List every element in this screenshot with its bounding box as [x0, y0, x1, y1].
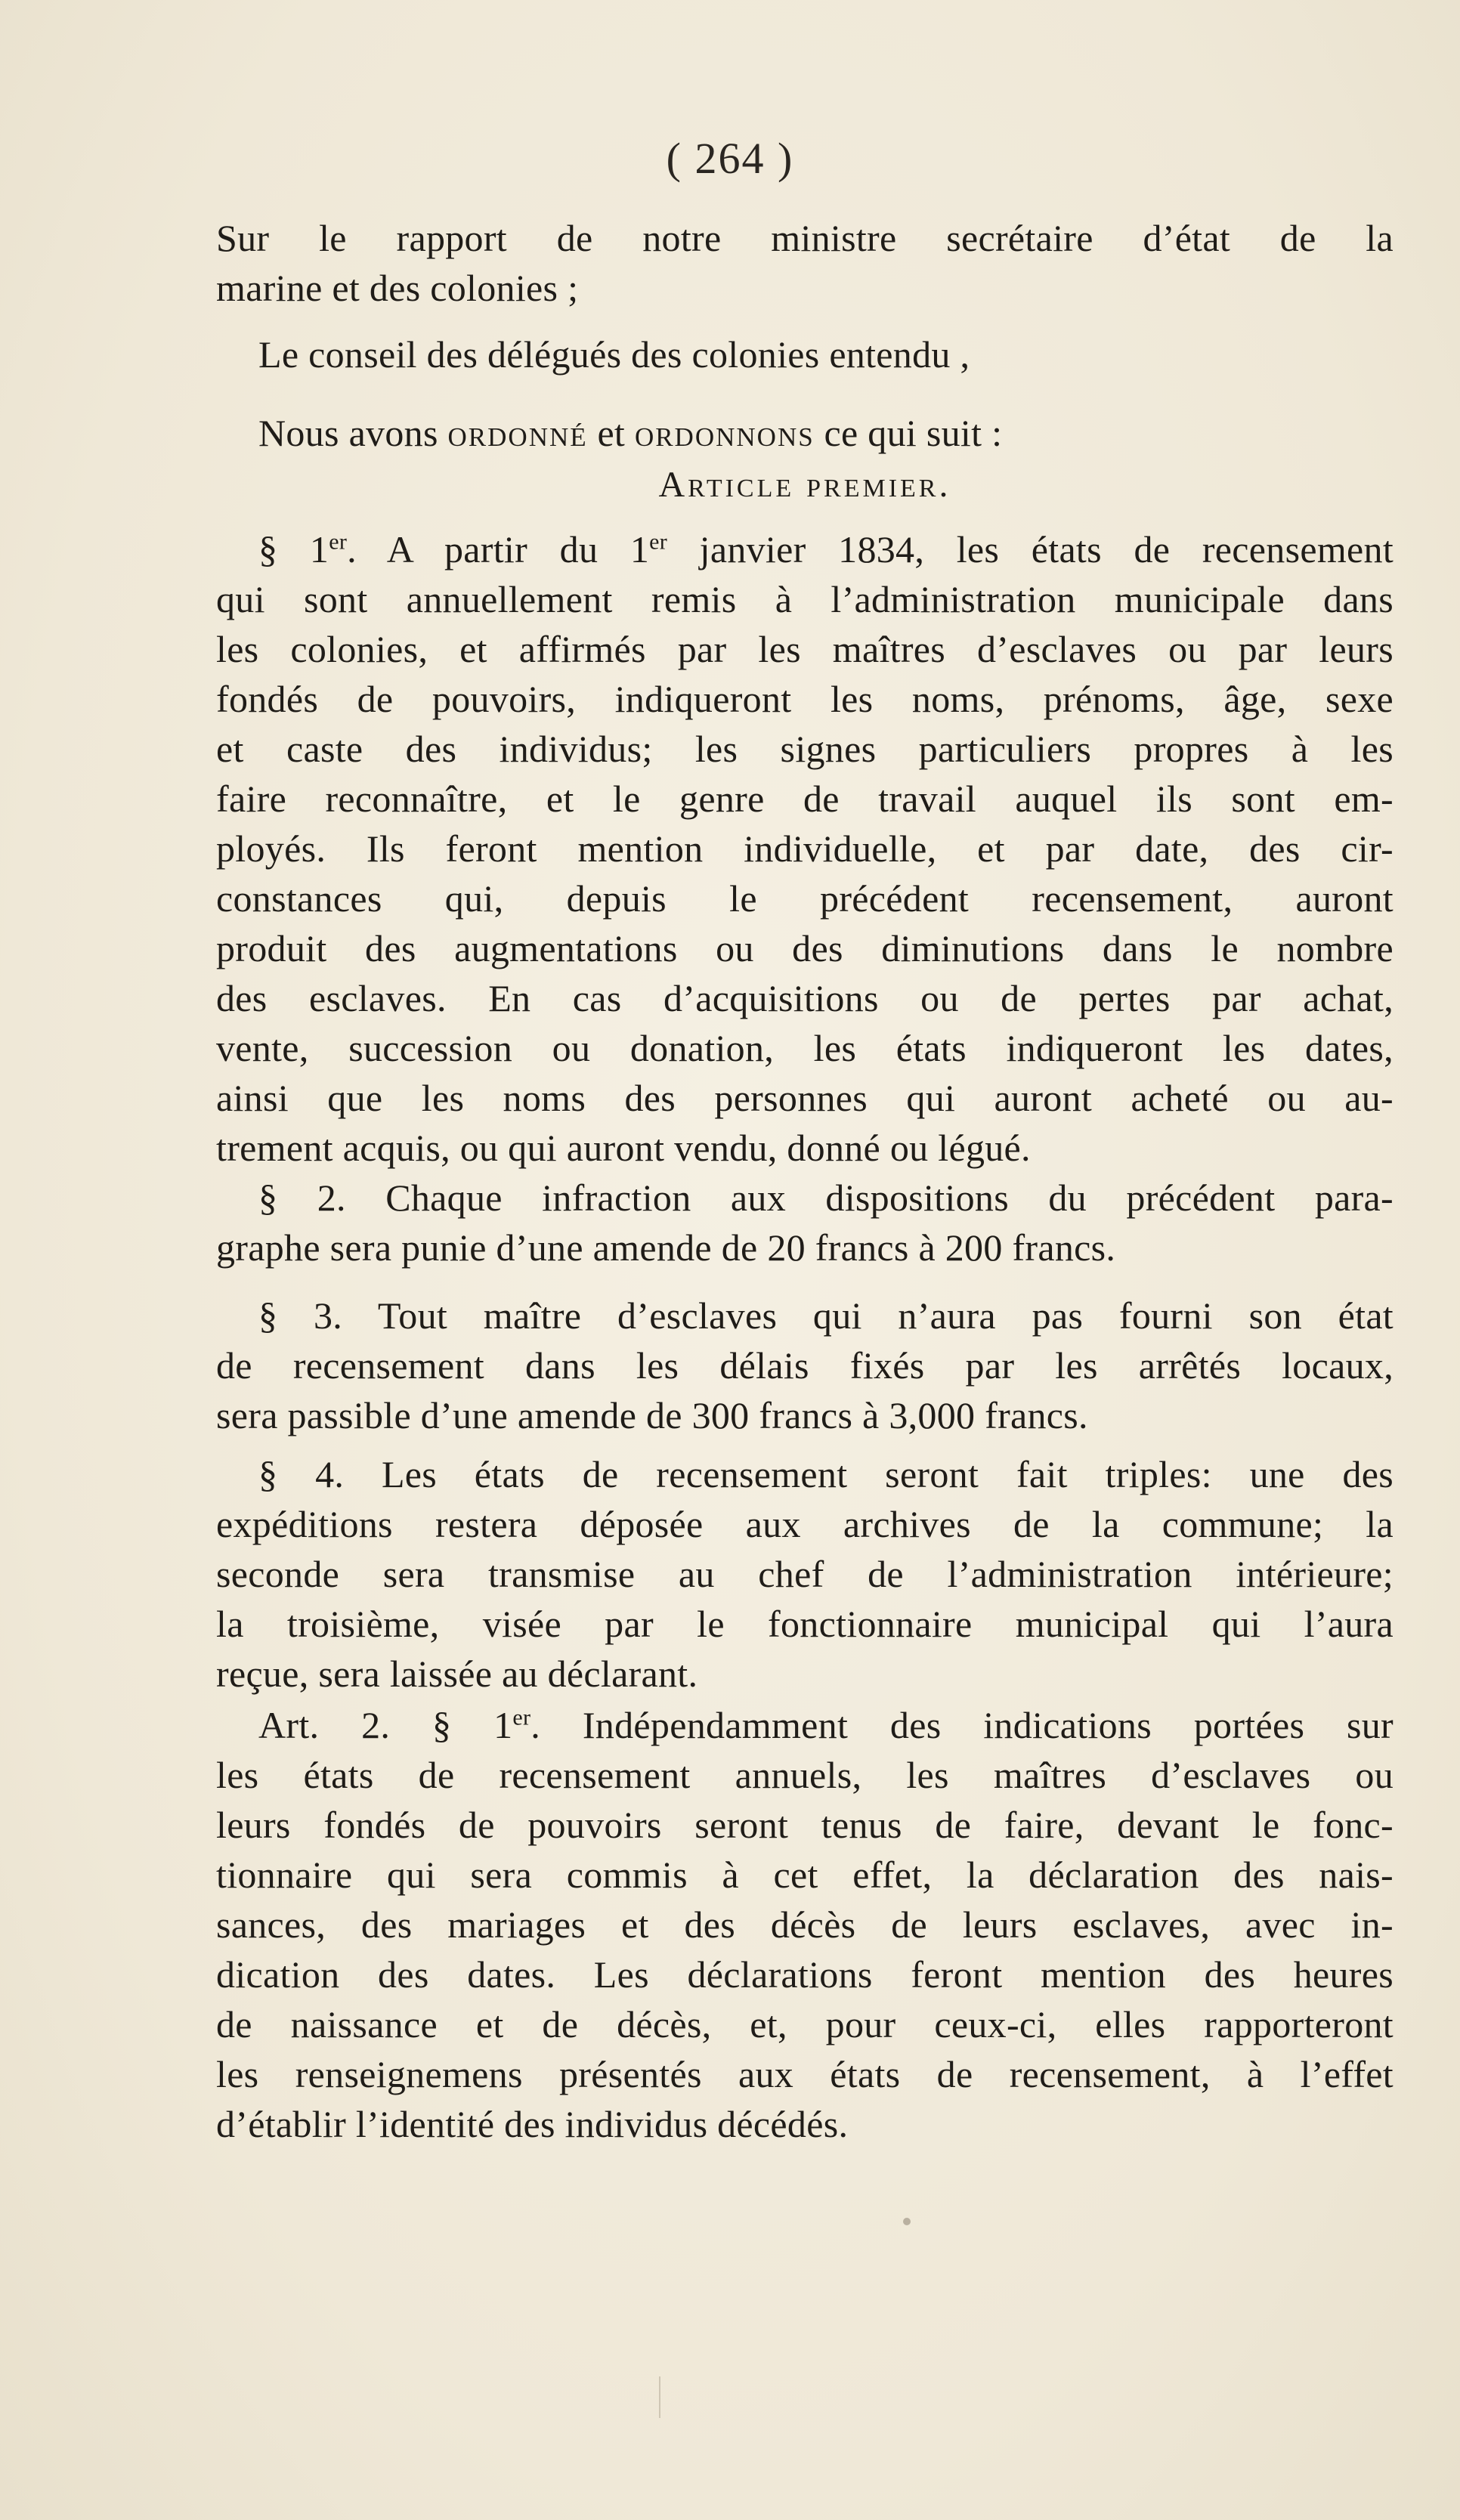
- text-line: § 3. Tout maître d’esclaves qui n’aura pas fourni son état: [258, 1294, 1393, 1337]
- small-caps-word: ordonné: [447, 412, 588, 454]
- text-line: et caste des individus; les signes particuliers propres à les: [216, 728, 1393, 770]
- text-line: produit des augmentations ou des diminutions dans le nombre: [216, 927, 1393, 969]
- text-run: Nous avons: [258, 412, 448, 454]
- paragraph-section-1: [216, 524, 1393, 1173]
- text-line: dication des dates. Les déclarations feront mention des heures: [216, 1953, 1393, 1996]
- text-line: les colonies, et affirmés par les maîtres d’esclaves ou par leurs: [216, 628, 1393, 670]
- text-line: seconde sera transmise au chef de l’administration intérieure;: [216, 1553, 1393, 1595]
- text-line: § 4. Les états de recensement seront fait triples: une des: [258, 1453, 1393, 1495]
- text-run: et: [587, 412, 635, 454]
- paragraph-intro: [216, 213, 1393, 313]
- text-line: [216, 1700, 1393, 1750]
- text-line: des esclaves. En cas d’acquisitions ou de pertes par achat,: [216, 977, 1393, 1019]
- paragraph-section-2: [216, 1173, 1393, 1272]
- text-line: la troisième, visée par le fonctionnaire municipal qui l’aura: [216, 1603, 1393, 1645]
- text-line: constances qui, depuis le précédent recensement, auront: [216, 877, 1393, 920]
- text-line: [216, 408, 1393, 458]
- text-line: trement acquis, ou qui auront vendu, donné ou légué.: [216, 1127, 1031, 1169]
- article-heading: Article premier.: [658, 465, 951, 505]
- ink-speck: [903, 2218, 911, 2225]
- paragraph-article-2: [216, 1700, 1393, 2149]
- text-run: § 1: [258, 528, 329, 570]
- text-line: qui sont annuellement remis à l’administration municipale dans: [216, 578, 1393, 620]
- text-line: leurs fondés de pouvoirs seront tenus de faire, devant le fonc-: [216, 1804, 1393, 1846]
- text-run: ce qui suit :: [814, 412, 1003, 454]
- superscript: er: [512, 1705, 531, 1730]
- text-line: graphe sera punie d’une amende de 20 francs à 200 francs.: [216, 1226, 1116, 1269]
- text-line: tionnaire qui sera commis à cet effet, la déclaration des nais-: [216, 1854, 1393, 1896]
- text-line: fondés de pouvoirs, indiqueront les noms, prénoms, âge, sexe: [216, 678, 1393, 720]
- text-line: expéditions restera déposée aux archives de la commune; la: [216, 1503, 1393, 1545]
- text-line: § 2. Chaque infraction aux dispositions du précédent para-: [258, 1177, 1393, 1219]
- text-run: . Indépendamment des indications portées sur: [530, 1704, 1393, 1746]
- text-line: d’établir l’identité des individus décédés.: [216, 2103, 849, 2145]
- text-line: Sur le rapport de notre ministre secrétaire d’état de la: [216, 217, 1393, 259]
- page-number: ( 264 ): [666, 134, 794, 183]
- superscript: er: [649, 529, 668, 555]
- paragraph-section-4: [216, 1449, 1393, 1699]
- paragraph-section-3: [216, 1291, 1393, 1440]
- text-line: sera passible d’une amende de 300 francs à 3,000 francs.: [216, 1394, 1088, 1436]
- small-caps-word: ordonnons: [634, 412, 815, 454]
- text-line: les états de recensement annuels, les maîtres d’esclaves ou: [216, 1754, 1393, 1796]
- text-run: Art. 2. § 1: [258, 1704, 513, 1746]
- text-run: . A partir du 1: [347, 528, 650, 570]
- text-line: ainsi que les noms des personnes qui auront acheté ou au-: [216, 1077, 1393, 1119]
- text-line: faire reconnaître, et le genre de travail auquel ils sont em-: [216, 778, 1393, 820]
- paragraph-conseil: [216, 329, 1393, 379]
- text-line: de naissance et de décès, et, pour ceux-ci, elles rapporteront: [216, 2003, 1393, 2045]
- text-line: reçue, sera laissée au déclarant.: [216, 1653, 698, 1695]
- text-line: de recensement dans les délais fixés par les arrêtés locaux,: [216, 1344, 1393, 1387]
- paragraph-ordonnance: [216, 408, 1393, 458]
- text-line: Le conseil des délégués des colonies entendu ,: [258, 333, 970, 376]
- paper-mark: [659, 2376, 660, 2418]
- superscript: er: [329, 529, 348, 555]
- text-line: vente, succession ou donation, les états indiqueront les dates,: [216, 1027, 1393, 1069]
- text-line: ployés. Ils feront mention individuelle, et par date, des cir-: [216, 827, 1393, 870]
- text-line: marine et des colonies ;: [216, 267, 579, 309]
- text-line: [216, 524, 1393, 574]
- text-line: sances, des mariages et des décès de leurs esclaves, avec in-: [216, 1903, 1393, 1946]
- text-line: les renseignemens présentés aux états de recensement, à l’effet: [216, 2053, 1393, 2095]
- text-run: janvier 1834, les états de recensement: [667, 528, 1394, 570]
